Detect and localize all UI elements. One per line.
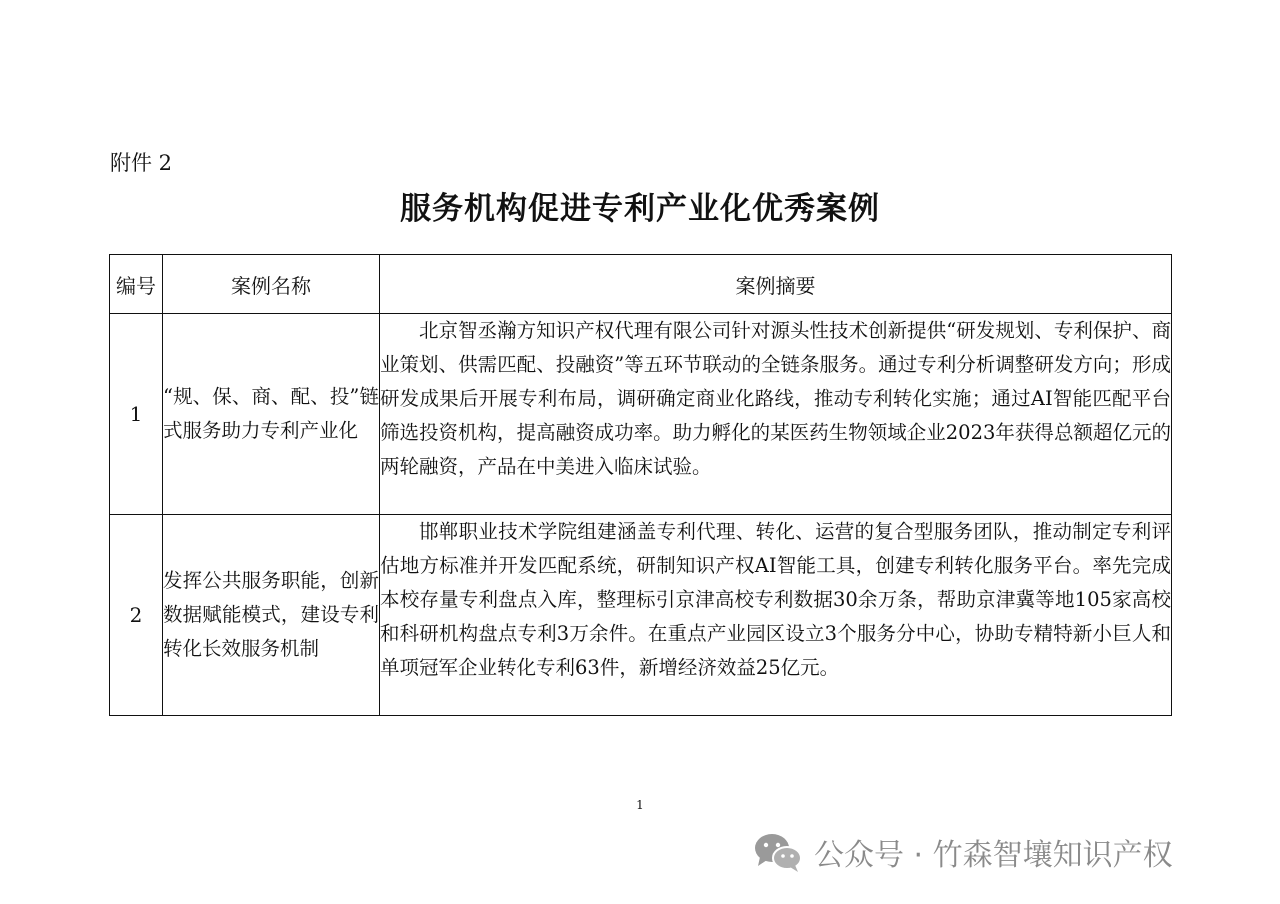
watermark-text: 公众号 · 竹森智壤知识产权: [814, 838, 1173, 873]
attachment-label: 附件 2: [110, 151, 173, 175]
document-title: 服务机构促进专利产业化优秀案例: [400, 191, 880, 227]
table-row: [110, 515, 1172, 716]
case-name: “规、保、商、配、投”链式服务助力专利产业化: [163, 314, 380, 515]
case-number: 1: [110, 314, 163, 515]
case-summary: 北京智丞瀚方知识产权代理有限公司针对源头性技术创新提供“研发规划、专利保护、商业策划、供需匹配、投融资”等五环节联动的全链条服务。通过专利分析调整研发方向；形成研发成果后开展专利布局，调研确定商业化路线，推动专利转化实施；通过AI智能匹配平台筛选投资机构，提高融资成功率。助力孵化的某医药生物领域企业2023年获得总额超亿元的两轮融资，产品在中美进入临床试验。: [380, 314, 1172, 515]
case-summary: 邯郸职业技术学院组建涵盖专利代理、转化、运营的复合型服务团队，推动制定专利评估地方标准并开发匹配系统，研制知识产权AI智能工具，创建专利转化服务平台。率先完成本校存量专利盘点入库，整理标引京津高校专利数据30余万条，帮助京津冀等地105家高校和科研机构盘点专利3万余件。在重点产业园区设立3个服务分中心，协助专精特新小巨人和单项冠军企业转化专利63件，新增经济效益25亿元。: [380, 515, 1172, 716]
watermark: [752, 830, 1173, 874]
column-header-number: 编号: [110, 255, 163, 314]
case-name: 发挥公共服务职能，创新数据赋能模式，建设专利转化长效服务机制: [163, 515, 380, 716]
case-number: 2: [110, 515, 163, 716]
column-header-summary: 案例摘要: [380, 255, 1172, 314]
column-header-name: 案例名称: [163, 255, 380, 314]
page-number: 1: [636, 798, 644, 812]
wechat-icon: [752, 830, 804, 874]
cases-table: [109, 254, 1172, 716]
table-row: [110, 314, 1172, 515]
table-header-row: [110, 255, 1172, 314]
